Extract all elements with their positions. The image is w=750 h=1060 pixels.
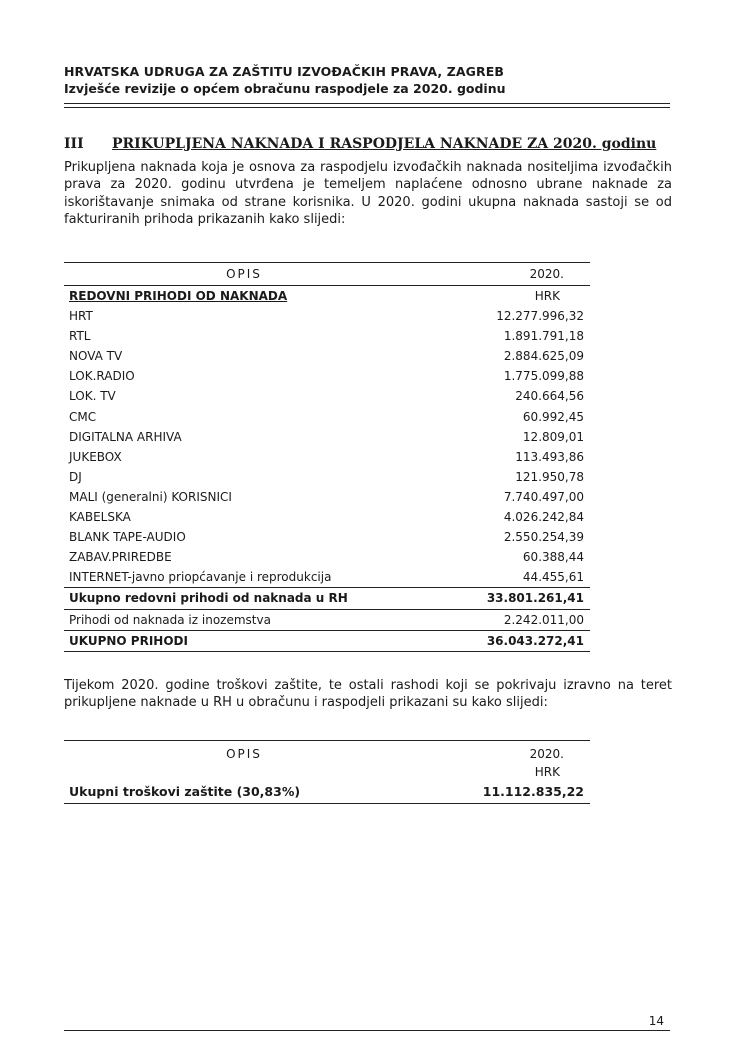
section-heading	[64, 136, 674, 152]
table-row	[64, 447, 590, 467]
table-row	[64, 507, 590, 527]
section-label: REDOVNI PRIHODI OD NAKNADA	[69, 289, 288, 303]
table-row	[64, 467, 590, 487]
row-label: INTERNET-javno priopćavanje i reprodukcija	[69, 570, 332, 585]
costs-currency-label: HRK	[534, 765, 560, 779]
header-rule-top	[64, 103, 670, 104]
table-row	[64, 487, 590, 507]
row-value: 1.891.791,18	[503, 329, 584, 344]
row-label: BLANK TAPE-AUDIO	[69, 530, 186, 545]
costs-table	[64, 740, 590, 804]
costs-column-header-description: OPIS	[226, 747, 262, 761]
row-value: 1.775.099,88	[503, 369, 584, 384]
subtotal-value: 33.801.261,41	[486, 591, 584, 606]
table-row	[64, 547, 590, 567]
table-row	[64, 567, 590, 588]
row-value: 12.809,01	[522, 429, 584, 444]
table-row	[64, 346, 590, 366]
costs-column-header-year: 2020.	[529, 747, 564, 761]
costs-total-row	[64, 781, 590, 804]
total-value: 36.043.272,41	[486, 633, 584, 648]
total-label: UKUPNO PRIHODI	[69, 633, 188, 648]
foreign-value: 2.242.011,00	[503, 612, 584, 627]
row-value: 44.455,61	[522, 570, 584, 585]
revenue-table	[64, 262, 590, 652]
costs-total-value: 11.112.835,22	[482, 784, 584, 799]
row-value: 240.664,56	[515, 389, 584, 404]
total-row	[64, 631, 590, 652]
intro-paragraph: Prikupljena naknada koja je osnova za raspodjelu izvođačkih naknada nositeljima izvođačkih prava za 2020. godinu utvrđena je temeljem naplaćene odnosno ubrane naknade za iskorištavanje snimaka od strane korisnika. U 2020. godini ukupna naknada sastoji se od fakturiranih prihoda prikazanih kako slijedi:	[64, 160, 672, 227]
section-title: PRIKUPLJENA NAKNADA I RASPODJELA NAKNADE ZA 2020. godinu	[112, 136, 657, 152]
costs-total-label: Ukupni troškovi zaštite (30,83%)	[69, 784, 301, 799]
header-rule-bottom	[64, 107, 670, 108]
row-label: HRT	[69, 309, 93, 324]
row-label: DIGITALNA ARHIVA	[69, 429, 182, 444]
subtotal-label: Ukupno redovni prihodi od naknada u RH	[69, 591, 348, 606]
row-value: 113.493,86	[515, 449, 584, 464]
table-row	[64, 527, 590, 547]
row-label: DJ	[69, 469, 82, 484]
header-report-title: Izvješće revizije o općem obračunu raspodjele za 2020. godinu	[64, 81, 506, 96]
column-header-year: 2020.	[529, 267, 564, 281]
table-header-row	[64, 262, 590, 286]
row-label: LOK. TV	[69, 389, 116, 404]
table-row	[64, 386, 590, 406]
table-row	[64, 427, 590, 447]
table-body	[64, 306, 590, 588]
currency-label: HRK	[534, 289, 560, 303]
costs-header-row	[64, 740, 590, 763]
row-label: RTL	[69, 329, 91, 344]
row-value: 2.884.625,09	[503, 349, 584, 364]
foreign-label: Prihodi od naknada iz inozemstva	[69, 612, 271, 627]
row-value: 60.992,45	[522, 409, 584, 424]
page-number: 14	[648, 1014, 664, 1028]
row-label: KABELSKA	[69, 510, 131, 525]
row-label: JUKEBOX	[69, 449, 122, 464]
row-label: CMC	[69, 409, 97, 424]
row-label: MALI (generalni) KORISNICI	[69, 489, 232, 504]
costs-paragraph: Tijekom 2020. godine troškovi zaštite, te ostali rashodi koji se pokrivaju izravno na teret prikupljene naknade u RH u obračunu i raspodjeli prikazani su kako slijedi:	[64, 678, 672, 711]
costs-currency-row	[64, 763, 590, 781]
footer-rule	[64, 1030, 670, 1031]
foreign-row	[64, 610, 590, 631]
table-row	[64, 326, 590, 346]
section-number: III	[64, 136, 84, 152]
row-label: ZABAV.PRIREDBE	[69, 550, 172, 565]
header-organization: HRVATSKA UDRUGA ZA ZAŠTITU IZVOĐAČKIH PRAVA, ZAGREB	[64, 64, 504, 79]
row-value: 2.550.254,39	[503, 530, 584, 545]
row-label: NOVA TV	[69, 349, 123, 364]
row-value: 60.388,44	[522, 550, 584, 565]
row-value: 121.950,78	[515, 469, 584, 484]
table-row	[64, 366, 590, 386]
row-value: 7.740.497,00	[503, 489, 584, 504]
table-section-row	[64, 286, 590, 306]
row-value: 12.277.996,32	[496, 309, 584, 324]
column-header-description: OPIS	[226, 267, 262, 281]
row-value: 4.026.242,84	[503, 510, 584, 525]
subtotal-row	[64, 588, 590, 609]
row-label: LOK.RADIO	[69, 369, 135, 384]
table-row	[64, 407, 590, 427]
table-row	[64, 306, 590, 326]
